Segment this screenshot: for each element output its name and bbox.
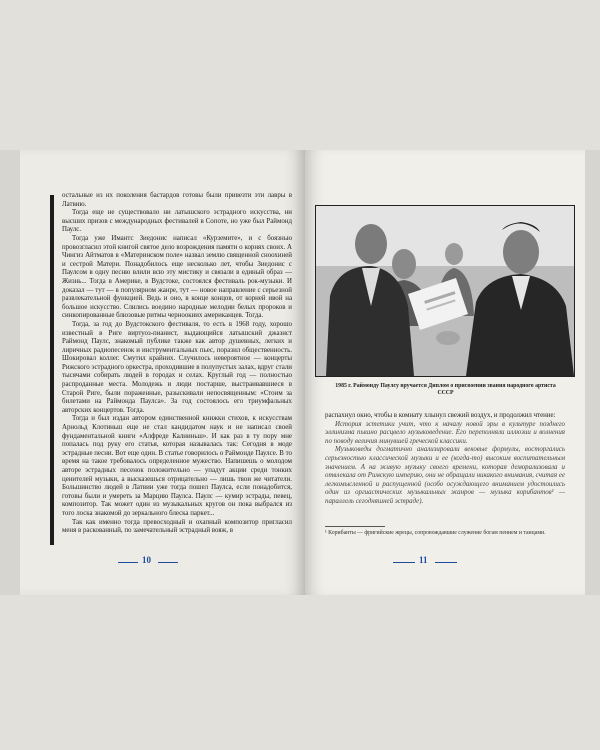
background-top <box>0 0 600 150</box>
open-book <box>20 150 585 595</box>
photo-caption: 1985 г. Раймонду Паулсу вручается Диплом о присвоении звания народного артиста СССР <box>335 383 556 396</box>
right-page <box>305 150 585 595</box>
paragraph: Так как именно тогда превосходный и охапный композитор пригласил меня в раскованный, по замечательный эстрадный вояж, в <box>62 518 292 535</box>
page-number-rule-right <box>158 562 178 563</box>
paragraph: распахнул окно, чтобы в комнату хлынул свежий воздух, и продолжил чтение: <box>325 412 556 419</box>
paragraph: остальные из их поколения бастардов готовы были привезти эти лавры в Латвию. <box>62 192 292 208</box>
page-number-rule-right <box>435 562 457 563</box>
left-page-text <box>62 192 292 536</box>
page-number-rule-left <box>118 562 138 563</box>
page-number: 10 <box>142 555 151 565</box>
italic-paragraph: Музыковеды догматично анализировали вековые формулы, восторгались серьезностью классической музыки и ее (когда-то) высоким воспитательным значением. А на живую музыку своего времени, которая деморализовала и отвлекала от Римскую империю, они не обращали никакого внимания, считая ее легкомысленной и распущенной (особо осуждающего вниманием удостоились один из оргиастических музыкальных жанров — музыка корибантов¹ — параллель сегодняшней эстраде). <box>325 446 565 505</box>
paragraph: Тогда уже Имантс Зиедонис написал «Курземите», и с боязнью провозгласил этой книгой святое дело возрождения памяти о корнях своих. А Чингиз Айтматов в «Материнском поле» назвал землю священной сноохиней и сестрой Матери. Понадобилось еще несколько лет, чтобы Зиедонис с Паулсом в одну песню влили всю эту мистику и связали в единый образ — Жизнь... Тогда в Америке, в Вудстоке, состоялся фестиваль рок-музыки. И доказал — тут — в популярном жанре, тут — новое направление с серьезной развлекательной функцией. Ведь и оно, в конце концов, от корней ивой на большое искусство. Слились воедино народные мелодии белых пророков и синкопированные блюзовые ритмы черноокиих американцев. Тогда. <box>62 234 292 320</box>
paragraph: Тогда еще не существовало ни латышского эстрадного искусства, ни высших призов с международных фестивалей в Сопоте, но уже был Раймонд Паулс. <box>62 209 292 234</box>
italic-paragraph: История эстетики учит, что к началу новой эры в культуре позднего эллинизма пышно расцвело музыковедение. Его переполняли иллюзии и волнения по поводу величия минувшей греческой классики. <box>325 420 565 445</box>
paragraph: Тогда, за год до Вудстокского фестиваля, то есть в 1968 году, хорошо известный в Риге виртуоз-пианист, выдающийся латышский джазист Раймонд Паулс, знакомый публике также как автор душевных, легких и лиричных радиопесенок и инструментальных пьес, поразил общественность. Шокировал коллег. Смутил крайних. Случилось невероятное — концерты Рижского эстрадного оркестра, проходившие в полупустых залах, вдруг стали тысячами собирать людей в городах и селах. Круглый год — полностью распроданные места. Молодежь и люди постарше, выстраивавшиеся в Старой Риге, были пораженные, разыскивали непосвященным: «Стоим за билетами на Раймонда Паулса». За год состоялось его триумфальных авторских концертов. Тогда. <box>62 320 292 414</box>
paragraph: Тогда и был издан автором единственной книжки стихов, к искусствам Арнольд Клотиньш еще не стал кандидатом наук и не написал своей фундаментальной книги «Алфреде Калниньш». И как раз в ту пору мне попалась под руку его статья, которая называлась так: Сегодня в моде эстрадные песни. Вот еще один. В статье говорилось о Раймонде Паулсе. В то время на такое требовалось определенное мужество. Напишешь о молодом авторе эстрадных песенок положительно — упадут акции среди тонких ценителей музыки, а высказешься отрицательно — лишь твои же читатели. Большинство людей в Латвии уже тогда пошел Паулса, если понадобится, готовы были и умереть за Марцию Паулса. Паулс — кумир эстрады, певец, композитор. Так может один из музыкальных кругов он пока выбрался из того лоска знакомой до зеркального блеска паркет... <box>62 415 292 517</box>
page-number: 11 <box>419 555 428 565</box>
right-page-text <box>325 412 565 507</box>
award-ceremony-photo <box>316 206 574 376</box>
footnote: ¹ Корибанты — фригийские жрецы, сопровождавшие служение богам пением и танцами. <box>325 530 546 536</box>
left-page <box>20 150 305 595</box>
footnote-rule <box>325 526 385 527</box>
page-number-rule-left <box>393 562 415 563</box>
background-bottom <box>0 595 600 750</box>
photograph <box>315 205 575 377</box>
margin-bar <box>50 195 54 545</box>
